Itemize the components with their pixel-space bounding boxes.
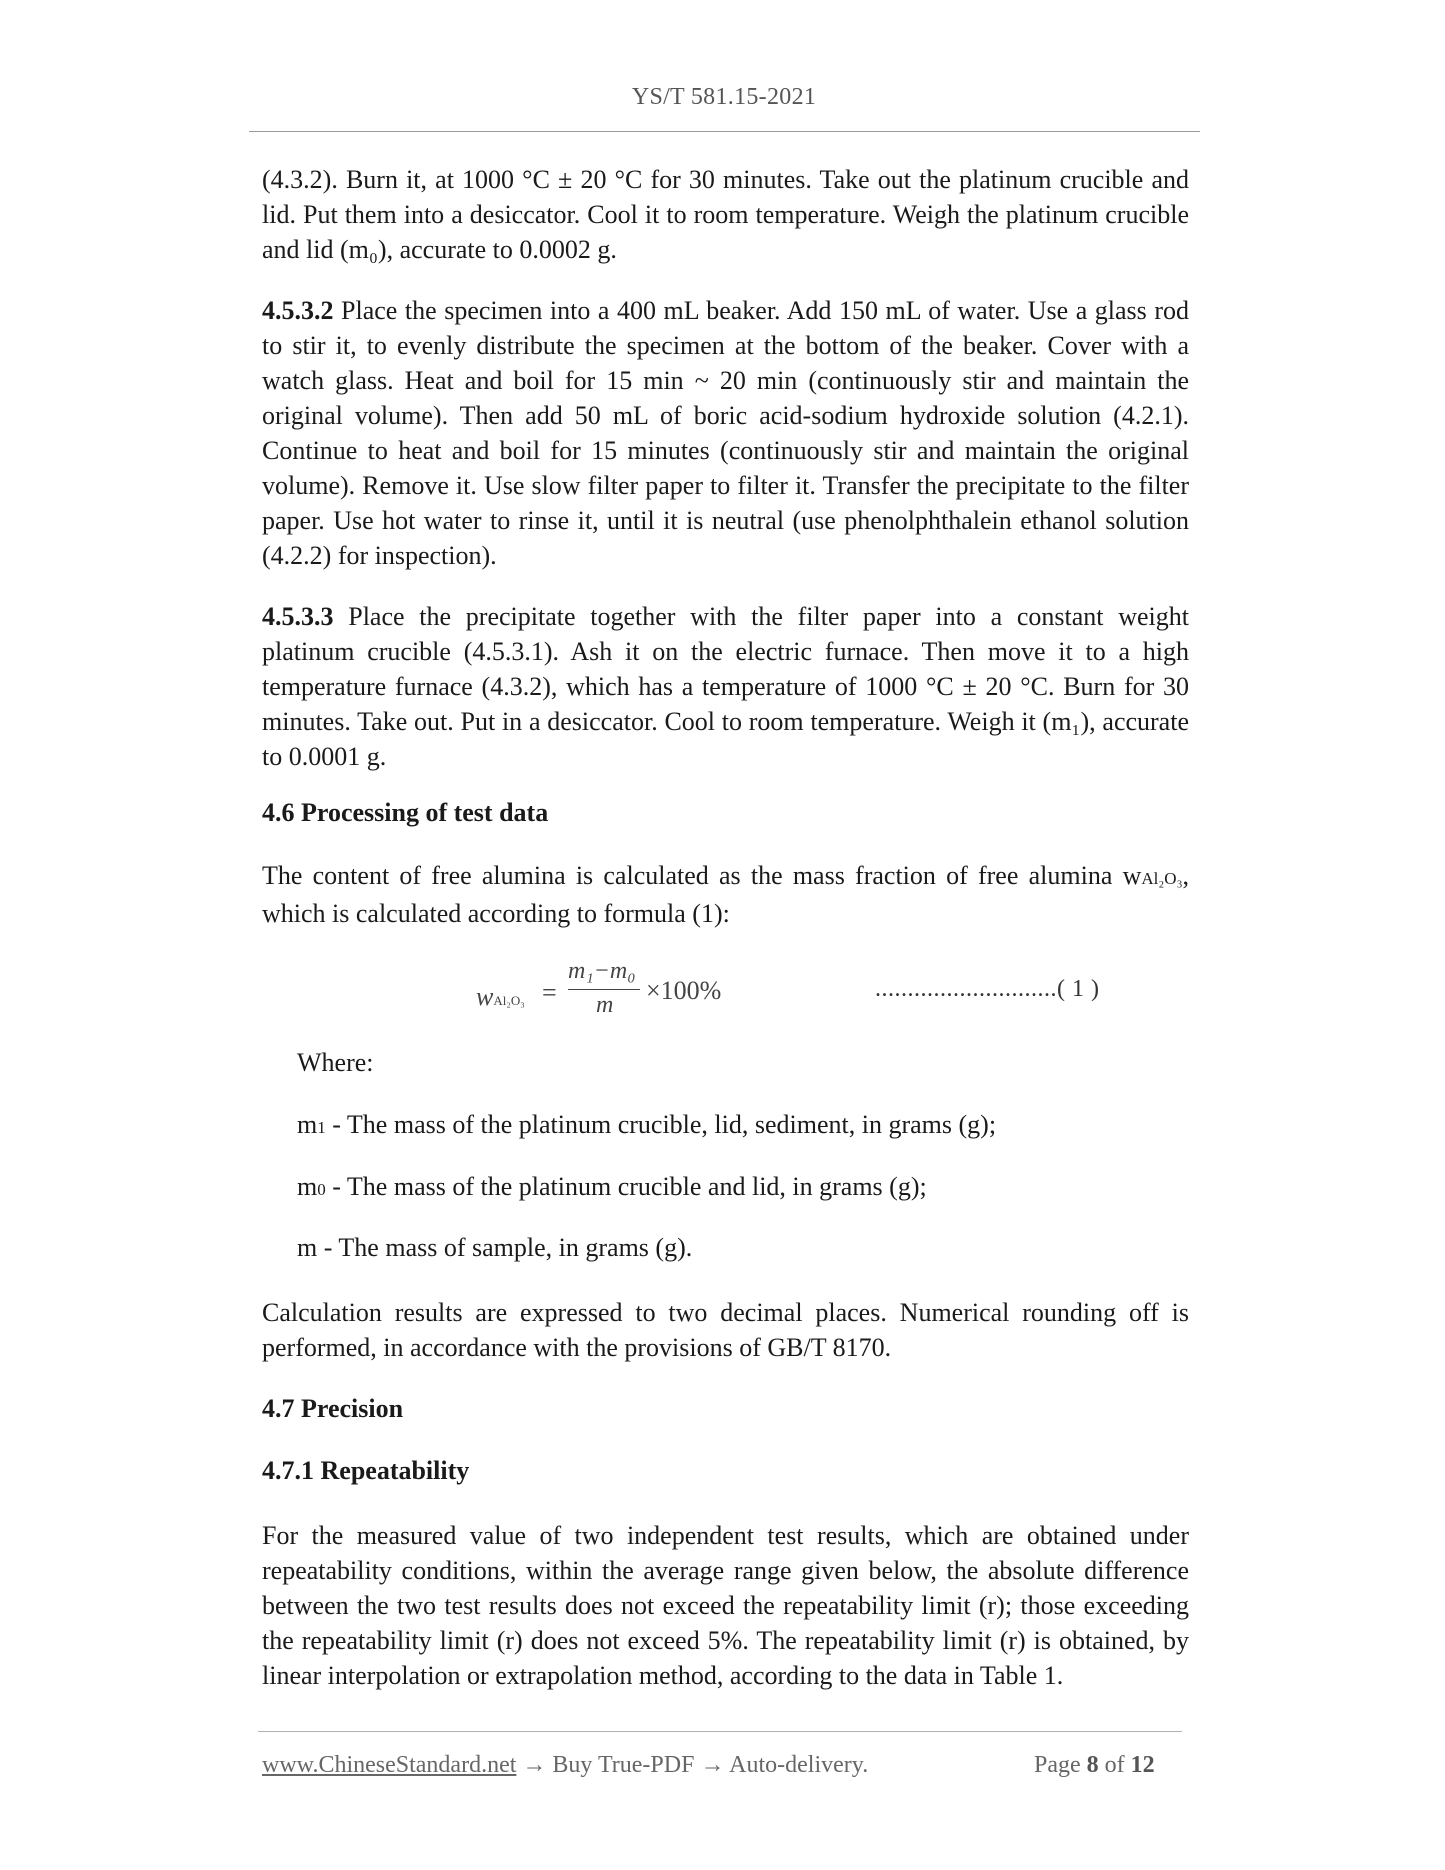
paragraph-repeatability: For the measured value of two independent test results, which are obtained under repeatability conditions, within the average range given below, the absolute difference between the two test results does not exceed the repeatability limit (r); those exceeding the repeatability limit (r) does not exceed 5%. The repeatability limit (r) is obtained, by linear interpolation or extrapolation method, according to the data in Table 1.	[262, 1521, 1189, 1690]
arrow-icon: →	[694, 1752, 730, 1778]
page-indicator: Page 8 of 12	[1034, 1752, 1155, 1778]
formula-denominator: m	[596, 992, 614, 1018]
alumina-subscript: Al₂O₃	[1141, 869, 1183, 888]
heading-repeatability: 4.7.1 Repeatability	[262, 1456, 470, 1485]
auto-delivery-text: Auto-delivery.	[729, 1752, 869, 1778]
section-text: Place the precipitate together with the filter paper into a constant weight platinum crucible (4.5.3.1). Ash it on the electric furnace. Then move it to a high temperature furnace (4.3.2), which has a temperature of 1000 °C ± 20 °C. Burn for 30 minutes. Take out. Put in a desiccator. Cool to room temperature. Weigh it (m₁), accurate to 0.0001 g.	[262, 602, 1190, 771]
where-item-m: m - The mass of sample, in grams (g).	[297, 1233, 693, 1262]
section-number: 4.5.3.2	[262, 296, 334, 325]
section-4-5-3-3	[262, 599, 1189, 774]
formula-reference-number: ............................( 1 )	[875, 976, 1100, 1002]
paragraph-calculation-results: Calculation results are expressed to two decimal places. Numerical rounding off is performed, in accordance with the provisions of GB/T 8170.	[262, 1298, 1189, 1362]
section-4-5-3-2	[262, 293, 1189, 573]
footer-divider	[258, 1731, 1182, 1732]
formula-equals: =	[542, 978, 557, 1007]
formula-numerator: m₁−m₀	[568, 958, 636, 984]
content-text: The content of free alumina is calculated as the mass fraction of free alumina w	[262, 861, 1142, 890]
total-pages: 12	[1130, 1752, 1155, 1778]
section-number: 4.5.3.3	[262, 602, 334, 631]
formula-fraction-bar	[568, 989, 640, 990]
heading-precision: 4.7 Precision	[262, 1394, 404, 1423]
formula-lhs: wAl₂O₃	[476, 982, 525, 1011]
current-page: 8	[1086, 1752, 1099, 1778]
where-item-m0: m0 - The mass of the platinum crucible and lid, in grams (g);	[297, 1172, 927, 1201]
website-link[interactable]: www.ChineseStandard.net	[262, 1752, 517, 1778]
where-item-m1: m1 - The mass of the platinum crucible, lid, sediment, in grams (g);	[297, 1110, 997, 1139]
footer-promo	[262, 1752, 868, 1779]
formula-percent: ×100%	[646, 976, 722, 1005]
where-label: Where:	[297, 1048, 374, 1077]
formula-1	[468, 958, 768, 1032]
section-text: Place the specimen into a 400 mL beaker. Add 150 mL of water. Use a glass rod to stir it, to evenly distribute the specimen at the bottom of the beaker. Cover with a watch glass. Heat and boil for 15 min ~ 20 min (continuously stir and maintain the original volume). Then add 50 mL of boric acid-sodium hydroxide solution (4.2.1). Continue to heat and boil for 15 minutes (continuously stir and maintain the original volume). Remove it. Use slow filter paper to filter it. Transfer the precipitate to the filter paper. Use hot water to rinse it, until it is neutral (use phenolphthalein ethanol solution (4.2.2) for inspection).	[262, 296, 1189, 570]
content-tail: , which is calculated according to formula (1):	[262, 861, 1189, 928]
header-divider	[249, 131, 1200, 132]
arrow-icon: →	[516, 1752, 553, 1778]
heading-processing-test-data: 4.6 Processing of test data	[262, 798, 549, 827]
formula-lhs-subscript: Al₂O₃	[493, 993, 525, 1008]
paragraph-free-alumina-content	[262, 858, 1189, 931]
page-header: YS/T 581.15-2021	[631, 84, 817, 110]
buy-pdf-text: Buy True-PDF	[552, 1752, 695, 1778]
paragraph-burn-crucible: (4.3.2). Burn it, at 1000 °C ± 20 °C for 30 minutes. Take out the platinum crucible and lid. Put them into a desiccator. Cool it to room temperature. Weigh the platinum crucible and lid (m₀), accurate to 0.0002 g.	[262, 165, 1189, 264]
